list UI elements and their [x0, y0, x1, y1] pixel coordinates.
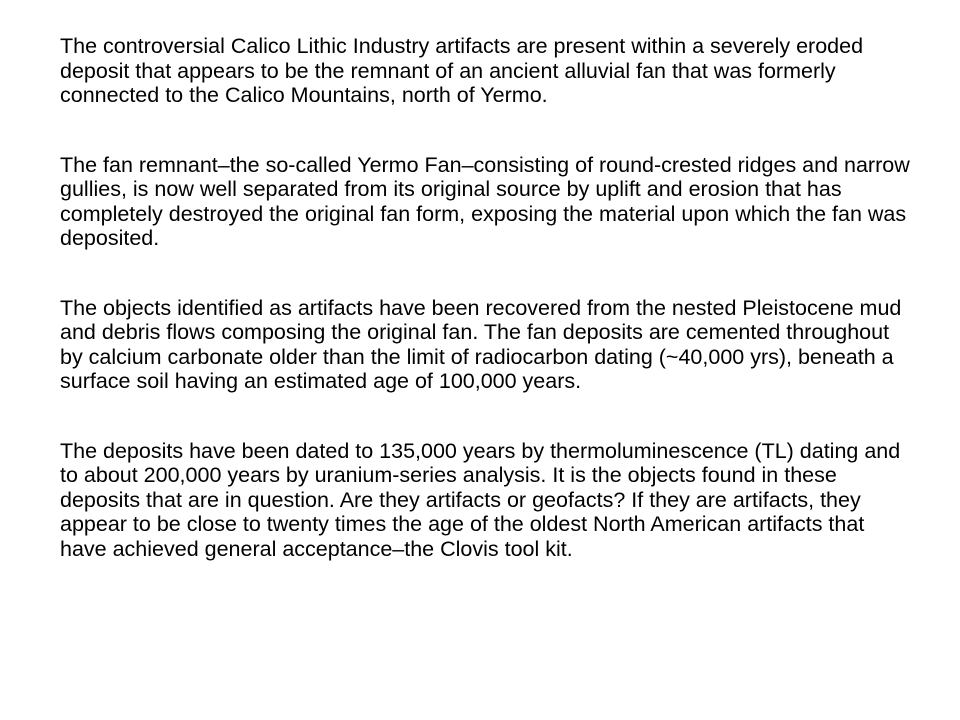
paragraph-yermo-fan: The fan remnant–the so-called Yermo Fan–consisting of round-crested ridges and narrow gullies, is now well separated from its original source by uplift and erosion that has completely destroyed the original fan form, exposing the material upon which the fan was deposited.	[60, 152, 910, 250]
slide-body-text	[60, 34, 912, 561]
paragraph-calico-artifacts: The controversial Calico Lithic Industry artifacts are present within a severely eroded deposit that appears to be the remnant of an ancient alluvial fan that was formerly connected to the Calico Mountains, north of Yermo.	[60, 34, 864, 107]
paragraph-dating: The deposits have been dated to 135,000 years by thermoluminescence (TL) dating and to about 200,000 years by uranium-series analysis. It is the objects found in these deposits that are in question. Are they artifacts or geofacts? If they are artifacts, they appear to be close to twenty times the age of the oldest North American artifacts that have achieved general acceptance–the Clovis tool kit.	[60, 438, 901, 561]
paragraph-recovered-objects: The objects identified as artifacts have been recovered from the nested Pleistocene mud and debris flows composing the original fan. The fan deposits are cemented throughout by calcium carbonate older than the limit of radiocarbon dating (~40,000 yrs), beneath a surface soil having an estimated age of 100,000 years.	[60, 295, 902, 393]
